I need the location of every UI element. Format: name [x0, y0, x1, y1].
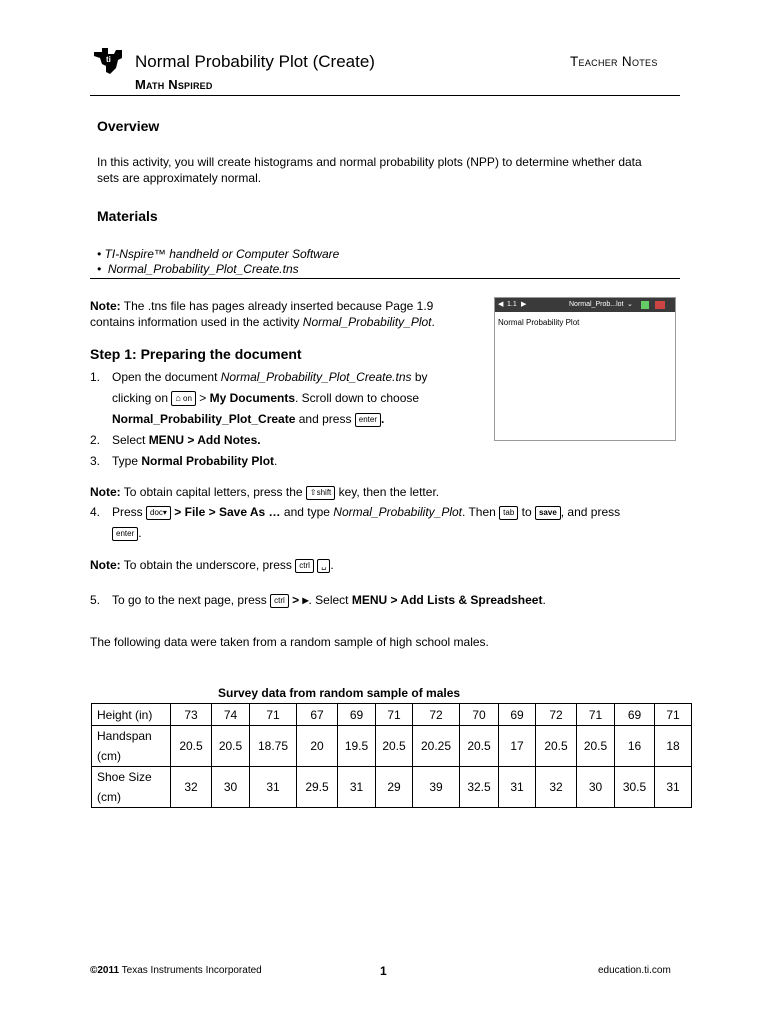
- home-on-key-icon: ⌂ on: [171, 391, 196, 406]
- overview-line-1: In this activity, you will create histograms and normal probability plots (NPP) to determine whether data: [97, 155, 642, 169]
- table-caption: Survey data from random sample of males: [218, 686, 461, 700]
- handheld-screenshot: [494, 297, 676, 441]
- list-item-cont: [90, 409, 490, 430]
- item-bold: > File > Save As …: [170, 505, 281, 519]
- table-cell: 19.5: [338, 726, 376, 767]
- overview-text: [97, 154, 687, 186]
- table-cell: 20.5: [376, 726, 413, 767]
- table-cell: 30.5: [615, 767, 655, 808]
- table-row-header: [92, 726, 171, 767]
- note-capital-letters: [90, 484, 439, 500]
- step1-list: [90, 367, 490, 472]
- copyright-year: ©2011: [90, 965, 120, 976]
- table-cell: 72: [413, 704, 460, 726]
- table-cell: 20: [297, 726, 338, 767]
- handheld-tab: 1.1: [507, 301, 517, 308]
- item-text: Select: [112, 433, 149, 447]
- table-cell: 18.75: [250, 726, 297, 767]
- table-cell: 69: [499, 704, 536, 726]
- page-title: Normal Probability Plot (Create): [135, 52, 375, 71]
- table-cell: 31: [338, 767, 376, 808]
- item-text: . Then: [462, 505, 500, 519]
- teacher-notes-label: Teacher Notes: [570, 54, 658, 69]
- handheld-tab-bar: [495, 298, 675, 312]
- row-label: Handspan: [97, 729, 152, 743]
- materials-item-text: Normal_Probability_Plot_Create.tns: [107, 262, 299, 276]
- table-cell: 69: [615, 704, 655, 726]
- item-text: by: [411, 370, 428, 384]
- table-cell: 71: [577, 704, 615, 726]
- item-italic: Normal_Probability_Plot: [333, 505, 463, 519]
- materials-item: • TI-Nspire™ handheld or Computer Software: [97, 247, 340, 261]
- materials-item: • Normal_Probability_Plot_Create.tns: [97, 262, 299, 276]
- item-text: . Scroll down to choose: [295, 391, 420, 405]
- materials-heading: Materials: [97, 208, 158, 224]
- company-name: Texas Instruments Incorporated: [119, 965, 262, 976]
- item-number: 5.: [90, 593, 101, 607]
- materials-rule: [90, 278, 680, 279]
- row-label: Shoe Size: [97, 770, 152, 784]
- overview-line-2: sets are approximately normal.: [97, 171, 262, 185]
- close-icon: [655, 301, 665, 309]
- item-end: .: [542, 593, 546, 607]
- note-text: key, then the letter.: [335, 485, 440, 499]
- doc-key-icon: doc▾: [146, 506, 171, 520]
- table-cell: 30: [577, 767, 615, 808]
- table-row: [92, 726, 692, 767]
- enter-key-icon: enter: [355, 413, 381, 427]
- table-cell: 32: [536, 767, 577, 808]
- table-cell: 70: [460, 704, 499, 726]
- item-text: Press: [112, 505, 147, 519]
- item-end: .: [274, 454, 278, 468]
- table-cell: 20.5: [171, 726, 212, 767]
- note-label: Note:: [90, 299, 121, 313]
- table-row: [92, 704, 692, 726]
- table-cell: 29.5: [297, 767, 338, 808]
- note-end: .: [431, 315, 435, 329]
- space-key-icon: ␣: [317, 559, 330, 573]
- right-arrow-icon: > ▸: [288, 593, 309, 607]
- ctrl-key-icon: ctrl: [270, 594, 289, 608]
- table-cell: 71: [655, 704, 692, 726]
- item-italic: Normal_Probability_Plot_Create.tns: [220, 370, 412, 384]
- data-intro: The following data were taken from a random sample of high school males.: [90, 635, 489, 649]
- footer-copyright: [90, 965, 262, 976]
- item-text: and type: [280, 505, 334, 519]
- ctrl-key-icon: ctrl: [295, 559, 314, 573]
- handheld-content: Normal Probability Plot: [498, 318, 580, 327]
- item-number: 4.: [90, 505, 101, 519]
- table-cell: 31: [655, 767, 692, 808]
- table-cell: 32.5: [460, 767, 499, 808]
- step-item-4: [90, 502, 680, 544]
- item-text: Type: [112, 454, 142, 468]
- list-item: [90, 367, 490, 388]
- item-text: clicking on: [112, 391, 172, 405]
- table-cell: 73: [171, 704, 212, 726]
- right-arrow-icon: ▶: [521, 301, 527, 308]
- table-cell: 20.5: [460, 726, 499, 767]
- table-cell: 32: [171, 767, 212, 808]
- table-cell: 30: [212, 767, 250, 808]
- step1-heading: Step 1: Preparing the document: [90, 346, 302, 362]
- note-text: To obtain capital letters, press the: [120, 485, 306, 499]
- tab-key-icon: tab: [499, 506, 518, 520]
- table-cell: 69: [338, 704, 376, 726]
- note-underscore: [90, 557, 334, 573]
- table-cell: 17: [499, 726, 536, 767]
- list-item: [90, 451, 490, 472]
- footer-site: education.ti.com: [598, 965, 671, 976]
- table-cell: 72: [536, 704, 577, 726]
- table-row: [92, 767, 692, 808]
- table-cell: 20.25: [413, 726, 460, 767]
- page-number: 1: [380, 964, 387, 978]
- step-item-5: [90, 590, 546, 611]
- list-item-cont: [90, 523, 680, 544]
- table-cell: 29: [376, 767, 413, 808]
- table-cell: 31: [250, 767, 297, 808]
- save-button-icon: save: [535, 506, 561, 520]
- item-text: and press: [295, 412, 355, 426]
- table-cell: 71: [250, 704, 297, 726]
- note-text: contains information used in the activity: [90, 315, 303, 329]
- key-label: on: [183, 394, 192, 404]
- materials-item-text: TI-Nspire™ handheld or Computer Software: [104, 247, 340, 261]
- row-label-unit: (cm): [97, 790, 121, 804]
- row-label: Height (in): [97, 707, 153, 722]
- table-cell: 20.5: [536, 726, 577, 767]
- survey-table: [91, 703, 692, 808]
- left-arrow-icon: ◀: [498, 301, 504, 308]
- table-cell: 71: [376, 704, 413, 726]
- materials-list: [97, 247, 339, 277]
- page-subtitle: Math Nspired: [135, 77, 213, 92]
- ti-logo: [92, 46, 124, 76]
- item-text: To go to the next page, press: [112, 593, 271, 607]
- texas-logo-icon: [92, 46, 124, 76]
- enter-key-icon: enter: [112, 527, 138, 541]
- shift-key-icon: ⇧shift: [306, 486, 335, 500]
- item-bold: MENU > Add Lists & Spreadsheet: [351, 593, 543, 607]
- table-cell: 67: [297, 704, 338, 726]
- table-cell: 74: [212, 704, 250, 726]
- item-number: 2.: [90, 433, 101, 447]
- battery-icon: [641, 301, 649, 309]
- list-item-cont: [90, 388, 490, 409]
- note-label: Note:: [90, 558, 121, 572]
- item-end: .: [381, 412, 385, 426]
- note-end: .: [330, 558, 334, 572]
- item-bold: MENU > Add Notes.: [148, 433, 261, 447]
- survey-table-wrap: [91, 703, 692, 808]
- note-text: To obtain the underscore, press: [120, 558, 296, 572]
- table-cell: 31: [499, 767, 536, 808]
- chevron-down-icon: ⌄: [627, 301, 633, 308]
- table-cell: 20.5: [212, 726, 250, 767]
- table-cell: 18: [655, 726, 692, 767]
- list-item: [90, 430, 490, 451]
- item-number: 3.: [90, 454, 101, 468]
- item-end: .: [138, 526, 142, 540]
- item-number: 1.: [90, 370, 101, 384]
- item-text: Open the document: [112, 370, 221, 384]
- table-row-header: [92, 767, 171, 808]
- note-label: Note:: [90, 485, 121, 499]
- item-text: to: [518, 505, 535, 519]
- svg-text:ti: ti: [106, 55, 111, 64]
- item-bold: Normal_Probability_Plot_Create: [112, 412, 296, 426]
- row-label-unit: (cm): [97, 749, 121, 763]
- item-text: >: [195, 391, 210, 405]
- note-tns-file: [90, 298, 490, 330]
- list-item: [90, 502, 680, 523]
- table-cell: 16: [615, 726, 655, 767]
- item-text: , and press: [560, 505, 621, 519]
- table-cell: 39: [413, 767, 460, 808]
- item-bold: My Documents: [209, 391, 295, 405]
- handheld-doc-name: Normal_Prob...lot: [569, 301, 624, 308]
- overview-heading: Overview: [97, 118, 160, 134]
- header-rule: [90, 95, 680, 96]
- item-text: . Select: [308, 593, 352, 607]
- note-text: The .tns file has pages already inserted because Page 1.9: [120, 299, 434, 313]
- note-italic: Normal_Probability_Plot: [302, 315, 432, 329]
- table-row-header: [92, 704, 171, 726]
- item-bold: Normal Probability Plot: [141, 454, 275, 468]
- table-cell: 20.5: [577, 726, 615, 767]
